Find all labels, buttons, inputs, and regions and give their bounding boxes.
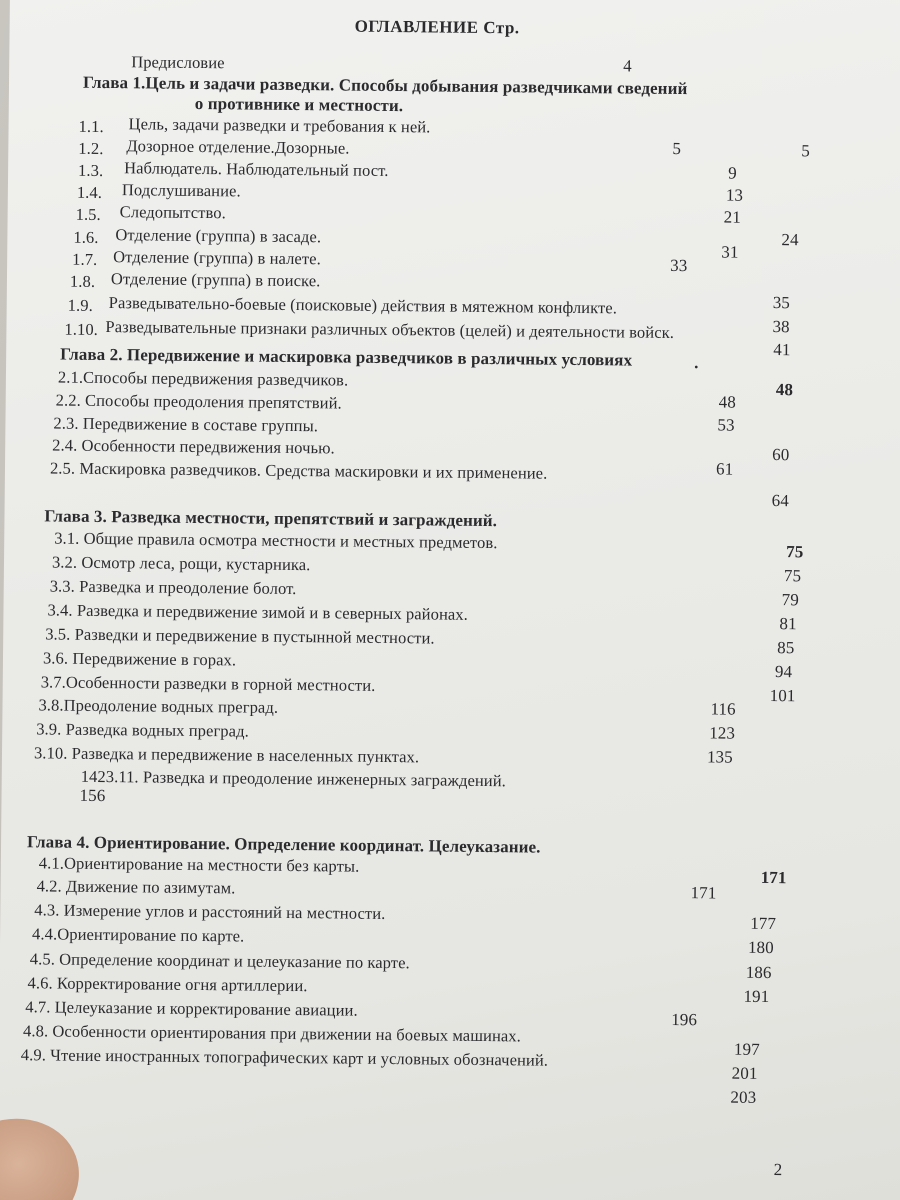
toc-page: 94 bbox=[774, 662, 793, 682]
toc-page: 41 bbox=[773, 340, 791, 360]
toc-page: 186 bbox=[745, 962, 772, 983]
toc-entry: 4.6. Корректирование огня артиллерии. bbox=[27, 973, 308, 996]
toc-page: 38 bbox=[772, 317, 790, 337]
toc-page: 203 bbox=[730, 1087, 757, 1107]
toc-page: 5 bbox=[672, 138, 682, 159]
chapter1-heading-line2: о противнике и местности. bbox=[194, 93, 404, 116]
toc-number: 1.1. bbox=[78, 116, 104, 136]
toc-entry: Дозорное отделение.Дозорные. bbox=[126, 136, 350, 158]
toc-entry: 2.3. Передвижение в составе группы. bbox=[53, 413, 319, 436]
toc-entry: Разведывательные признаки различных объектов (целей) и деятельности войск. bbox=[105, 317, 675, 342]
toc-entry: 2.2. Способы преодоления препятствий. bbox=[55, 390, 342, 413]
toc-number: 1.4. bbox=[76, 182, 103, 202]
toc-entry: 3.4. Разведка и передвижение зимой и в северных районах. bbox=[47, 600, 469, 624]
chapter2-heading-dot: . bbox=[694, 353, 699, 373]
toc-page: 48 bbox=[718, 392, 737, 412]
toc-number: 1.8. bbox=[69, 271, 96, 291]
toc-number: 1.5. bbox=[75, 204, 101, 224]
page-title: ОГЛАВЛЕНИЕ Стр. bbox=[354, 16, 520, 38]
toc-page: 191 bbox=[743, 986, 770, 1007]
toc-number: 1.9. bbox=[67, 295, 93, 315]
toc-entry: Отделение (группа) в налете. bbox=[113, 247, 321, 269]
chapter4-heading: Глава 4. Ориентирование. Определение координат. Целеуказание. bbox=[26, 832, 541, 857]
toc-page: 123 bbox=[709, 723, 736, 743]
toc-entry: 3.6. Передвижение в горах. bbox=[42, 648, 237, 670]
page-number: 2 bbox=[773, 1160, 783, 1180]
toc-page: 35 bbox=[772, 293, 791, 313]
toc-number: 1.7. bbox=[72, 249, 98, 269]
toc-page: 116 bbox=[710, 699, 736, 719]
toc-page: 85 bbox=[777, 638, 795, 658]
toc-entry: 3.9. Разведка водных преград. bbox=[36, 719, 249, 741]
toc-number: 1.10. bbox=[64, 319, 99, 339]
toc-page: 53 bbox=[717, 415, 735, 435]
toc-page: 196 bbox=[671, 1009, 698, 1030]
toc-entry: Подслушивание. bbox=[121, 180, 241, 201]
toc-entry: 3.10. Разведка и передвижение в населенных пунктах. bbox=[33, 743, 420, 767]
toc-number: 1.6. bbox=[73, 227, 99, 247]
toc-entry: Наблюдатель. Наблюдательный пост. bbox=[124, 158, 389, 180]
toc-entry: Следопытство. bbox=[119, 202, 226, 223]
toc-entry: 3.5. Разведки и передвижение в пустынной местности. bbox=[45, 624, 435, 648]
toc-entry: 1423.11. Разведка и преодоление инженерных заграждений. bbox=[80, 766, 507, 791]
toc-page: 101 bbox=[769, 685, 796, 706]
toc-entry: 4.4.Ориентирование по карте. bbox=[32, 924, 245, 946]
toc-page: 75 bbox=[783, 566, 802, 586]
toc-page: 197 bbox=[733, 1039, 760, 1059]
toc-entry: Разведывательно-боевые (поисковые) действия в мятежном конфликте. bbox=[108, 293, 618, 318]
toc-page: 60 bbox=[772, 445, 790, 465]
toc-entry: 4.9. Чтение иностранных топографических карт и условных обозначений. bbox=[20, 1045, 549, 1070]
toc-page: 64 bbox=[771, 491, 789, 511]
toc-entry: Отделение (группа) в засаде. bbox=[115, 225, 322, 247]
toc-entry: Отделение (группа) в поиске. bbox=[110, 269, 321, 291]
toc-entry: 3.1. Общие правила осмотра местности и местных предметов. bbox=[54, 528, 498, 553]
toc-entry: 3.3. Разведка и преодоление болот. bbox=[49, 576, 297, 599]
toc-entry: 2.4. Особенности передвижения ночью. bbox=[52, 435, 335, 458]
chapter3-heading: Глава 3. Разведка местности, препятствий и заграждений. bbox=[44, 506, 498, 531]
toc-page: 135 bbox=[706, 747, 733, 767]
preface-label: Предисловие bbox=[131, 52, 225, 73]
toc-entry: 4.2. Движение по азимутам. bbox=[36, 876, 236, 898]
toc-page: 13 bbox=[725, 185, 744, 205]
toc-page: 48 bbox=[775, 380, 794, 400]
toc-page: 201 bbox=[731, 1063, 758, 1083]
toc-page: 171 bbox=[760, 867, 787, 888]
toc-entry: 2.1.Способы передвижения разведчиков. bbox=[57, 367, 349, 390]
chapter1-heading-line1: Глава 1.Цель и задачи разведки. Способы добывания разведчиками сведений bbox=[82, 72, 688, 99]
toc-number: 1.3. bbox=[78, 160, 104, 180]
toc-page: 177 bbox=[750, 913, 777, 934]
toc-entry: 3.2. Осмотр леса, рощи, кустарника. bbox=[51, 552, 311, 575]
toc-page: 75 bbox=[786, 542, 804, 562]
toc-entry: 4.1.Ориентирование на местности без карты. bbox=[38, 853, 360, 876]
toc-page: 180 bbox=[747, 937, 774, 958]
toc-page: 9 bbox=[728, 163, 737, 183]
toc-entry: 4.5. Определение координат и целеуказание по карте. bbox=[29, 949, 410, 973]
toc-entry: 2.5. Маскировка разведчиков. Средства маскировки и их применение. bbox=[49, 458, 548, 483]
toc-page: 33 bbox=[670, 255, 688, 276]
toc-page: 21 bbox=[723, 207, 741, 227]
toc-page: 81 bbox=[779, 614, 797, 634]
toc-page: 156 bbox=[79, 785, 106, 806]
toc-page: 171 bbox=[690, 883, 717, 903]
toc-page: 5 bbox=[801, 141, 811, 161]
toc-number: 1.2. bbox=[78, 138, 104, 158]
toc-entry: Цель, задачи разведки и требования к ней. bbox=[128, 114, 431, 137]
preface-page: 4 bbox=[623, 56, 632, 76]
toc-entry: 3.8.Преодоление водных преград. bbox=[38, 695, 279, 717]
toc-page: 79 bbox=[781, 590, 799, 610]
toc-page: 31 bbox=[721, 242, 739, 262]
chapter2-heading: Глава 2. Передвижение и маскировка разведчиков в различных условиях bbox=[60, 344, 633, 370]
toc-page: 61 bbox=[715, 459, 734, 479]
toc-entry: 4.3. Измерение углов и расстояний на местности. bbox=[34, 900, 386, 923]
toc-entry: 4.8. Особенности ориентирования при движении на боевых машинах. bbox=[23, 1021, 522, 1046]
toc-page: 24 bbox=[781, 230, 799, 250]
toc-entry: 4.7. Целеуказание и корректирование авиации. bbox=[25, 997, 358, 1020]
toc-entry: 3.7.Особенности разведки в горной местности. bbox=[40, 672, 376, 695]
